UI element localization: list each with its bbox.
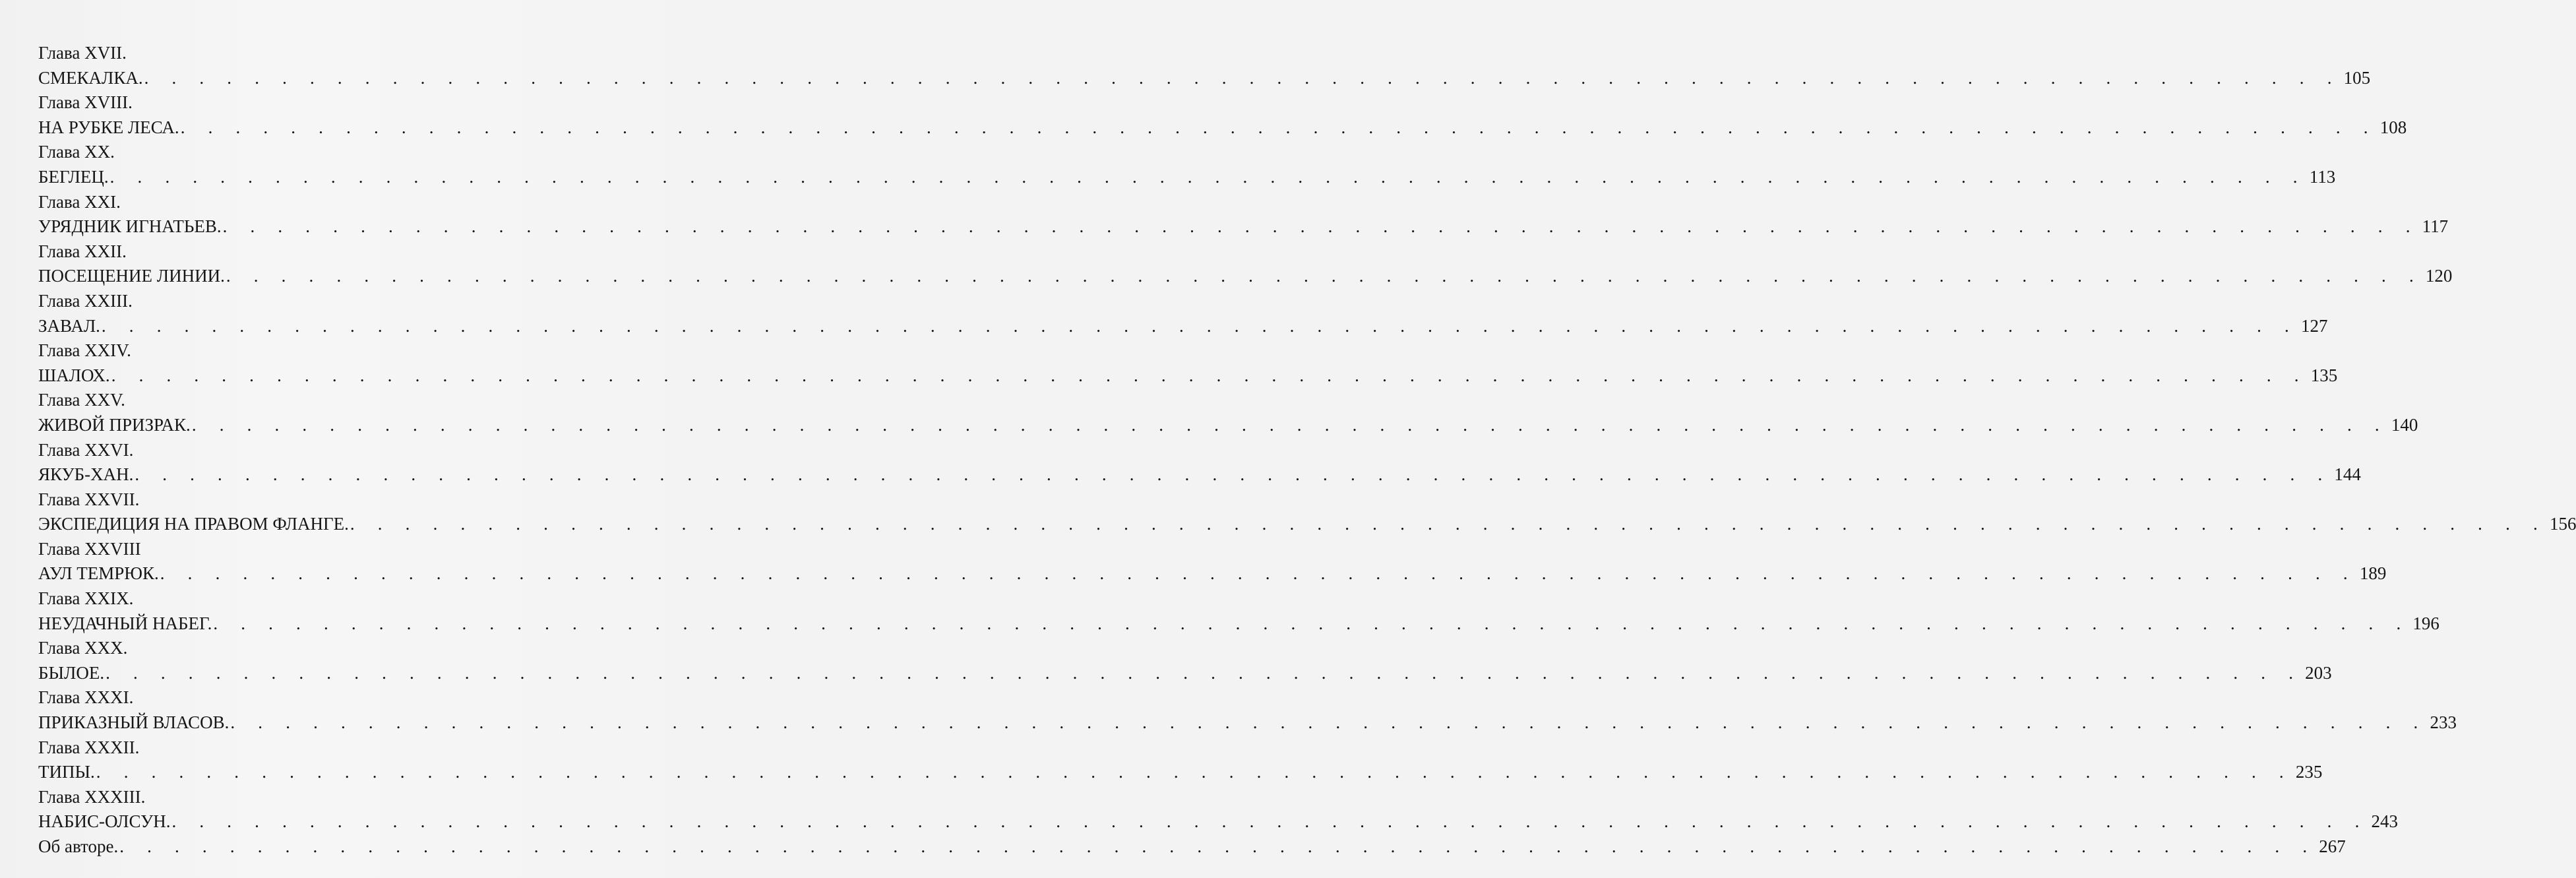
page-number: 120 (2425, 266, 2453, 286)
dot-leader: . . . . . . . . . . . . . . . . . . . . . . . . . . . . . . . . . . . . . . . . . . . . . . . . . . . . . . . . . . . . . . . . . . . . . . . . . . . . . . . . (171, 811, 2369, 832)
toc-entry (38, 561, 2387, 586)
page-number: 156 (2549, 514, 2576, 534)
toc-entry (38, 413, 2418, 438)
chapter-heading: Глава XXI. (38, 191, 121, 212)
toc-entry (38, 834, 2346, 860)
page-number: 127 (2300, 315, 2328, 336)
page-number: 108 (2379, 117, 2407, 137)
chapter-heading: Глава XXIX. (38, 588, 134, 609)
toc-entry (38, 710, 2457, 736)
toc-entry (38, 809, 2399, 834)
chapter-heading: Глава XXVIII (38, 538, 141, 559)
entry-title: ТИПЫ. (38, 762, 95, 782)
toc-entry (38, 661, 2332, 686)
entry-title: ЯКУБ-ХАН. (38, 464, 134, 485)
chapter-heading: Глава XXV. (38, 390, 125, 410)
dot-leader: . . . . . . . . . . . . . . . . . . . . . . . . . . . . . . . . . . . . . . . . . . . . . . . . . . . . . . . . . . . . . . . . . . . . . . . . . . . . . . . . (350, 514, 2547, 534)
chapter-heading: Глава XX. (38, 142, 115, 162)
entry-title: СМЕКАЛКА. (38, 67, 143, 88)
entry-title: БЕГЛЕЦ. (38, 166, 109, 187)
entry-title: АУЛ ТЕМРЮК. (38, 563, 159, 584)
toc-entry (38, 760, 2323, 785)
dot-leader: . . . . . . . . . . . . . . . . . . . . . . . . . . . . . . . . . . . . . . . . . . . . . . . . . . . . . . . . . . . . . . . . . . . . . . . . . . . . . . . . (230, 712, 2428, 733)
entry-title: НА РУБКЕ ЛЕСА. (38, 117, 179, 137)
dot-leader: . . . . . . . . . . . . . . . . . . . . . . . . . . . . . . . . . . . . . . . . . . . . . . . . . . . . . . . . . . . . . . . . . . . . . . . . . . . . . . . . (191, 414, 2389, 435)
toc-entry (38, 264, 2453, 289)
dot-leader: . . . . . . . . . . . . . . . . . . . . . . . . . . . . . . . . . . . . . . . . . . . . . . . . . . . . . . . . . . . . . . . . . . . . . . . . . . . . . . . . (180, 117, 2377, 137)
chapter-heading: Глава XXVI. (38, 439, 134, 460)
page-number: 203 (2305, 662, 2332, 683)
dot-leader: . . . . . . . . . . . . . . . . . . . . . . . . . . . . . . . . . . . . . . . . . . . . . . . . . . . . . . . . . . . . . . . . . . . . . . . . . . . . . . . . (109, 166, 2307, 187)
entry-title: ЖИВОЙ ПРИЗРАК. (38, 414, 191, 435)
dot-leader: . . . . . . . . . . . . . . . . . . . . . . . . . . . . . . . . . . . . . . . . . . . . . . . . . . . . . . . . . . . . . . . . . . . . . . . . . . . . . . . . (96, 762, 2293, 782)
table-of-contents (38, 41, 2576, 860)
dot-leader: . . . . . . . . . . . . . . . . . . . . . . . . . . . . . . . . . . . . . . . . . . . . . . . . . . . . . . . . . . . . . . . . . . . . . . . . . . . . . . . . (222, 216, 2420, 237)
chapter-heading: Глава XVII. (38, 43, 127, 63)
toc-entry (38, 611, 2439, 637)
chapter-heading: Глава XXXIII. (38, 786, 146, 807)
dot-leader: . . . . . . . . . . . . . . . . . . . . . . . . . . . . . . . . . . . . . . . . . . . . . . . . . . . . . . . . . . . . . . . . . . . . . . . . . . . . . . . . (106, 662, 2303, 683)
page-number: 113 (2309, 166, 2336, 187)
entry-title: ШАЛОХ. (38, 365, 110, 385)
toc-entry (38, 165, 2336, 190)
entry-title: ПРИКАЗНЫЙ ВЛАСОВ. (38, 712, 230, 733)
entry-title: ЗАВАЛ. (38, 315, 100, 336)
page-number: 196 (2412, 613, 2439, 633)
dot-leader: . . . . . . . . . . . . . . . . . . . . . . . . . . . . . . . . . . . . . . . . . . . . . . . . . . . . . . . . . . . . . . . . . . . . . . . . . . . . . . . . (226, 266, 2423, 286)
chapter-heading: Глава XXX. (38, 638, 128, 658)
page-number: 243 (2371, 811, 2399, 832)
dot-leader: . . . . . . . . . . . . . . . . . . . . . . . . . . . . . . . . . . . . . . . . . . . . . . . . . . . . . . . . . . . . . . . . . . . . . . . . . . . . . . . . (119, 836, 2317, 856)
toc-entry (38, 462, 2361, 487)
chapter-heading: Глава XXXI. (38, 687, 134, 708)
dot-leader: . . . . . . . . . . . . . . . . . . . . . . . . . . . . . . . . . . . . . . . . . . . . . . . . . . . . . . . . . . . . . . . . . . . . . . . . . . . . . . . . (160, 563, 2357, 584)
chapter-heading: Глава XXXII. (38, 737, 140, 757)
chapter-heading: Глава XXIII. (38, 290, 133, 311)
entry-title: НАБИС-ОЛСУН. (38, 811, 171, 832)
chapter-heading: Глава XXIV. (38, 340, 131, 361)
page-number: 144 (2334, 464, 2361, 485)
dot-leader: . . . . . . . . . . . . . . . . . . . . . . . . . . . . . . . . . . . . . . . . . . . . . . . . . . . . . . . . . . . . . . . . . . . . . . . . . . . . . . . . (213, 613, 2410, 633)
toc-entry (38, 66, 2371, 91)
dot-leader: . . . . . . . . . . . . . . . . . . . . . . . . . . . . . . . . . . . . . . . . . . . . . . . . . . . . . . . . . . . . . . . . . . . . . . . . . . . . . . . . (135, 464, 2332, 485)
dot-leader: . . . . . . . . . . . . . . . . . . . . . . . . . . . . . . . . . . . . . . . . . . . . . . . . . . . . . . . . . . . . . . . . . . . . . . . . . . . . . . . . (144, 67, 2341, 88)
entry-title: ПОСЕЩЕНИЕ ЛИНИИ. (38, 266, 225, 286)
toc-entry (38, 512, 2576, 537)
page-number: 267 (2319, 836, 2346, 856)
entry-title: БЫЛОЕ. (38, 662, 105, 683)
dot-leader: . . . . . . . . . . . . . . . . . . . . . . . . . . . . . . . . . . . . . . . . . . . . . . . . . . . . . . . . . . . . . . . . . . . . . . . . . . . . . . . . (111, 365, 2308, 385)
page-number: 140 (2391, 414, 2418, 435)
page-number: 233 (2430, 712, 2457, 733)
entry-title: НЕУДАЧНЫЙ НАБЕГ. (38, 613, 212, 633)
toc-entry (38, 214, 2449, 239)
entry-title: Об авторе. (38, 836, 119, 856)
page-number: 105 (2343, 67, 2371, 88)
toc-entry (38, 363, 2338, 389)
page-number: 235 (2295, 762, 2323, 782)
entry-title: ЭКСПЕДИЦИЯ НА ПРАВОМ ФЛАНГЕ. (38, 514, 349, 534)
dot-leader: . . . . . . . . . . . . . . . . . . . . . . . . . . . . . . . . . . . . . . . . . . . . . . . . . . . . . . . . . . . . . . . . . . . . . . . . . . . . . . . . (101, 315, 2298, 336)
entry-title: УРЯДНИК ИГНАТЬЕВ. (38, 216, 222, 237)
toc-entry (38, 115, 2407, 141)
page-number: 135 (2310, 365, 2338, 385)
chapter-heading: Глава XXII. (38, 241, 127, 261)
chapter-heading: Глава XXVII. (38, 489, 140, 509)
toc-entry (38, 314, 2328, 339)
page-number: 189 (2359, 563, 2387, 584)
chapter-heading: Глава XVIII. (38, 92, 133, 113)
page-number: 117 (2422, 216, 2449, 237)
